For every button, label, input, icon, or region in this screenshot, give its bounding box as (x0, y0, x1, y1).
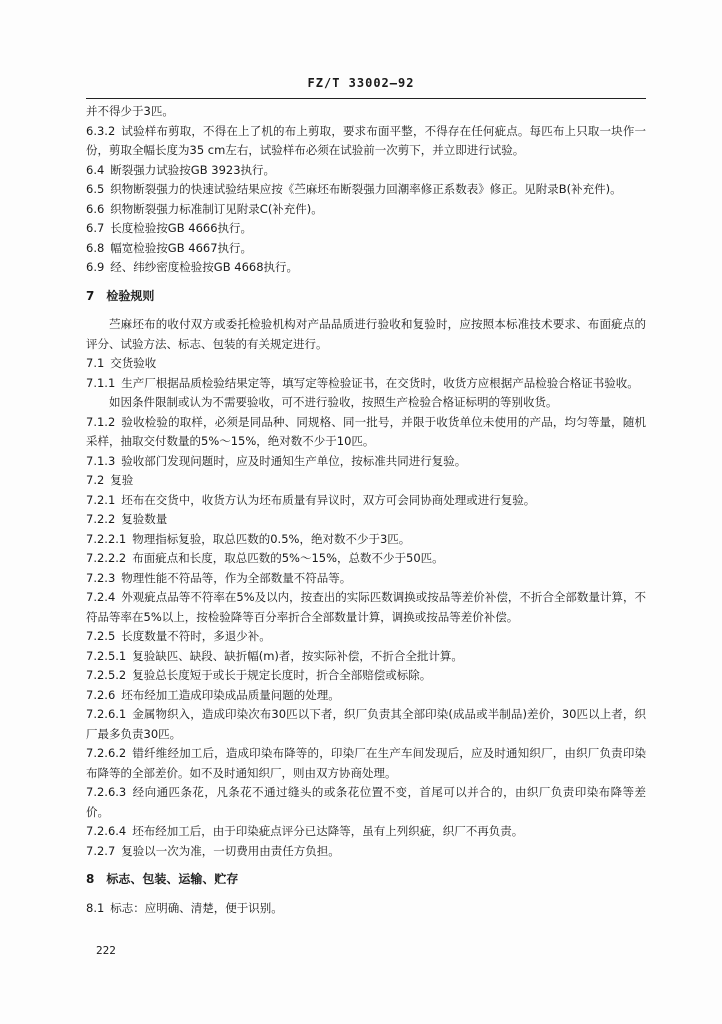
clause (86, 822, 646, 842)
clause-text: 复验 (110, 473, 134, 487)
clause-text: 试验样布剪取，不得在上了机的布上剪取，要求布面平整，不得存在任何疵点。每匹布上只取一块作一份，剪取全幅长度为35 cm左右，试验样布必须在试验前一次剪下，并立即进行试验。 (86, 123, 646, 157)
clause-text: 长度数量不符时，多退少补。 (121, 629, 271, 643)
page-header: FZ/T 33002—92 (307, 76, 415, 90)
clause-number: 7.1.3 (86, 453, 116, 468)
clause-text: 物理指标复验，取总匹数的0.5%，绝对数不少于3匹。 (132, 531, 411, 546)
clause-number: 7.2.1 (86, 492, 116, 507)
clause-number: 6.5 (86, 182, 105, 196)
clause (86, 102, 646, 122)
document-body (86, 102, 646, 918)
clause (86, 842, 646, 862)
clause-text: 如因条件限制或认为不需要验收，可不进行验收，按照生产检验合格证标明的等别收货。 (109, 395, 558, 409)
clause (86, 783, 646, 822)
clause-text: 坯布在交货中，收货方认为坯布质量有异议时，双方可会同协商处理或进行复验。 (121, 492, 536, 507)
clause-text: 坯布经加工后，由于印染疵点评分已达降等，虽有上列织疵，织厂不再负责。 (132, 824, 524, 838)
clause-text: 长度检验按GB 4666执行。 (110, 221, 253, 235)
clause-text: 织物断裂强力标准制订见附录C(补充件)。 (110, 201, 323, 216)
section-7-intro: 苎麻坯布的收付双方或委托检验机构对产品品质进行验收和复验时，应按照本标准技术要求、布面疵点的评分、试验方法、标志、包装的有关规定进行。 (86, 317, 646, 351)
clause (86, 200, 646, 220)
clause (86, 122, 646, 161)
clause-text: 交货验收 (110, 356, 157, 370)
page-number: 222 (96, 944, 116, 957)
clause (86, 666, 646, 686)
clause-text: 物理性能不符品等，作为全部数量不符品等。 (121, 570, 352, 585)
clause-number: 6.8 (86, 240, 105, 255)
clause (86, 258, 646, 278)
clause (86, 705, 646, 744)
clause-number: 7.1 (86, 356, 105, 370)
clause (86, 899, 646, 919)
clause-text: 金属物织入，造成印染次布30匹以下者，织厂负责其全部印染(成品或半制品)差价，30匹以上者，织厂最多负责30匹。 (86, 707, 646, 741)
clause (86, 239, 646, 259)
clause-number: 6.7 (86, 221, 105, 235)
clause-number: 7.2.6.3 (86, 785, 127, 799)
clause (86, 627, 646, 647)
section-8-heading: 8 标志、包装、运输、贮存 (86, 872, 239, 886)
clause-text: 错纤维经加工后，造成印染布降等的，印染厂在生产车间发现后，应及时通知织厂，由织厂负责印染布降等的全部差价。如不及时通知织厂，则由双方协商处理。 (86, 746, 646, 780)
clause-text: 复验缺匹、缺段、缺折幅(m)者，按实际补偿，不折合全批计算。 (132, 648, 463, 663)
clause (86, 744, 646, 783)
clause (86, 647, 646, 667)
header-rule (86, 98, 646, 99)
clause-number: 7.2.2.2 (86, 551, 127, 565)
clause-text: 标志：应明确、清楚，便于识别。 (110, 900, 283, 915)
clause-number: 7.2.2 (86, 512, 116, 526)
clause-number: 6.9 (86, 260, 105, 274)
clause-text: 经向通匹条花，凡条花不通过缝头的或条花位置不变，首尾可以并合的，由织厂负责印染布降等差价。 (86, 785, 646, 819)
clause (86, 491, 646, 511)
clause-number: 7.2.5.1 (86, 648, 127, 663)
clause-text: 幅宽检验按GB 4667执行。 (110, 240, 253, 255)
clause (86, 510, 646, 530)
clause (86, 219, 646, 239)
clause-text: 复验总长度短于或长于规定长度时，折合全部赔偿或标除。 (132, 668, 432, 682)
clause-number: 6.3.2 (86, 123, 116, 138)
clause (86, 452, 646, 472)
clause-text: 验收检验的取样，必须是同品种、同规格、同一批号，并限于收货单位未使用的产品，均匀等量，随机采样，抽取交付数量的5%～15%，绝对数不少于10匹。 (86, 414, 646, 448)
clause-text: 并不得少于3匹。 (86, 104, 174, 118)
section-7-items (86, 354, 646, 861)
clause-number: 7.2.7 (86, 843, 116, 858)
clause-text: 验收部门发现问题时，应及时通知生产单位，按标准共同进行复验。 (121, 453, 467, 468)
clause-text: 复验以一次为准，一切费用由责任方负担。 (121, 843, 340, 858)
clause-text: 复验数量 (121, 512, 168, 526)
clause (86, 530, 646, 550)
clause-number: 7.2.6.1 (86, 707, 127, 721)
clause-text: 断裂强力试验按GB 3923执行。 (110, 162, 276, 177)
section-6-continuation (86, 102, 646, 278)
clause-text: 外观疵点品等不符率在5%及以内，按查出的实际匹数调换或按品等差价补偿，不折合全部数量计算，不符品等率在5%以上，按检验降等百分率折合全部数量计算，调换或按品等差价补偿。 (86, 590, 646, 624)
clause-number: 6.6 (86, 201, 105, 216)
clause-number: 7.2.6 (86, 687, 116, 702)
section-7-heading: 7 检验规则 (86, 288, 155, 303)
clause-number: 7.2.6.2 (86, 746, 127, 760)
clause-number: 7.2.3 (86, 570, 116, 585)
clause-number: 7.1.2 (86, 414, 116, 429)
clause (86, 549, 646, 569)
clause (86, 686, 646, 706)
clause (86, 180, 646, 200)
clause (86, 354, 646, 374)
clause (86, 588, 646, 627)
clause-number: 7.2.5 (86, 629, 116, 643)
clause-number: 7.1.1 (86, 375, 116, 390)
clause (86, 393, 646, 413)
clause (86, 471, 646, 491)
clause-number: 7.2.6.4 (86, 824, 127, 838)
clause-text: 生产厂根据品质检验结果定等，填写定等检验证书，在交货时，收货方应根据产品检验合格证书验收。 (121, 375, 639, 390)
clause-number: 7.2.4 (86, 590, 116, 604)
clause-number: 7.2 (86, 473, 105, 487)
clause (86, 161, 646, 181)
clause-text: 坯布经加工造成印染成品质量问题的处理。 (121, 687, 340, 702)
clause (86, 569, 646, 589)
clause-text: 布面疵点和长度，取总匹数的5%～15%，总数不少于50匹。 (132, 551, 444, 565)
clause-text: 织物断裂强力的快速试验结果应按《苎麻坯布断裂强力回潮率修正系数表》修正。见附录B(补充件)。 (110, 182, 622, 196)
clause-text: 经、纬纱密度检验按GB 4668执行。 (110, 260, 299, 274)
clause-number: 7.2.5.2 (86, 668, 127, 682)
section-8-items (86, 899, 646, 919)
clause (86, 413, 646, 452)
clause-number: 8.1 (86, 900, 105, 915)
clause-number: 6.4 (86, 162, 105, 177)
clause (86, 374, 646, 394)
clause-number: 7.2.2.1 (86, 531, 127, 546)
